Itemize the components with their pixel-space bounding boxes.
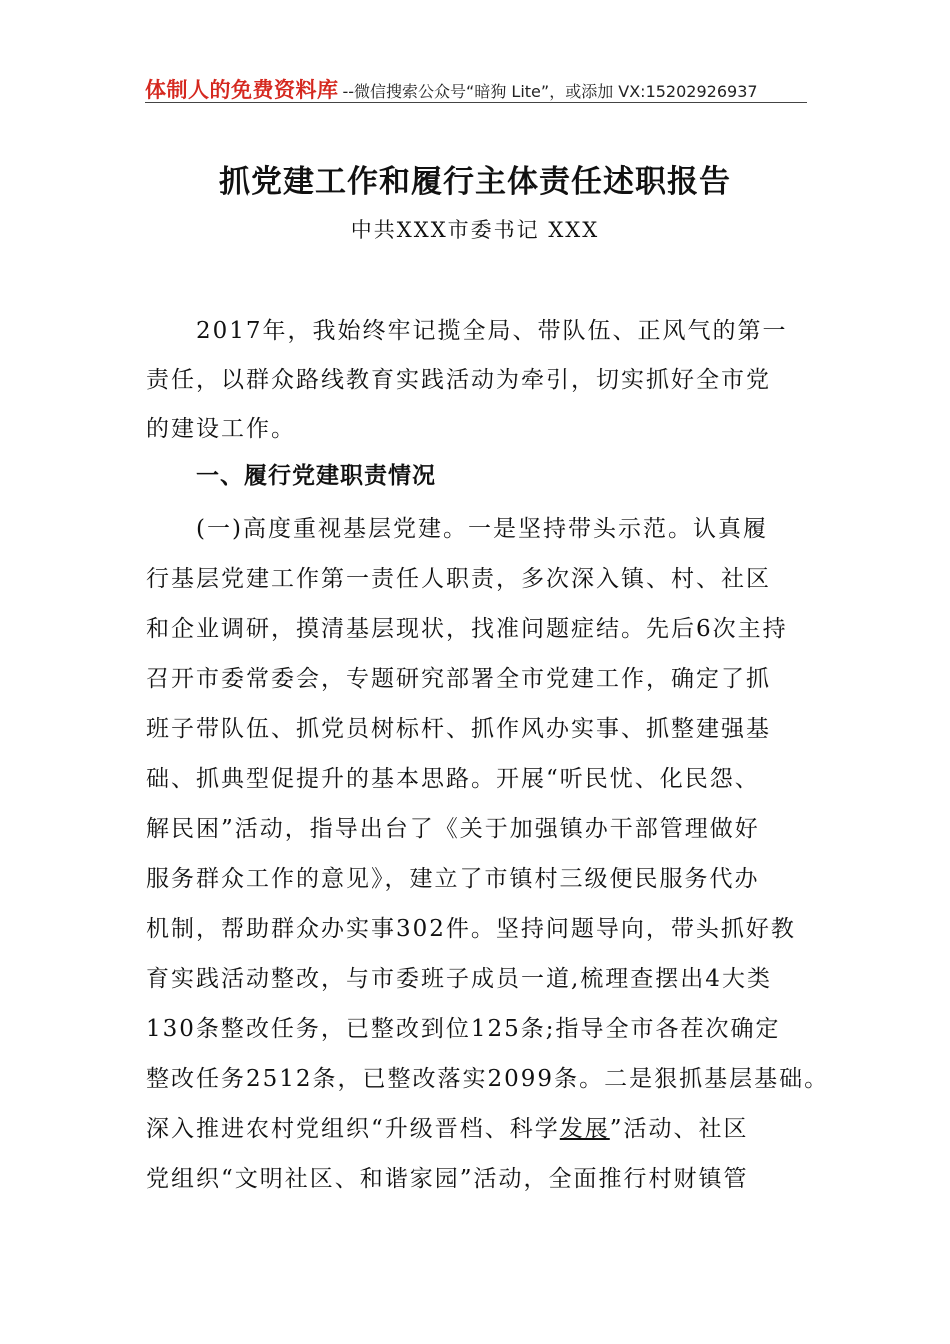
- line-segment: ”活动、社区: [609, 1116, 749, 1142]
- document-title: 抓党建工作和履行主体责任述职报告: [219, 164, 731, 200]
- body-line: 党组织“文明社区、和谐家园”活动，全面推行村财镇管: [146, 1166, 749, 1192]
- underlined-word: 发展: [559, 1116, 610, 1142]
- body-line: 育实践活动整改，与市委班子成员一道,梳理查摆出4大类: [146, 966, 772, 992]
- body-line: 服务群众工作的意见》，建立了市镇村三级便民服务代办: [146, 866, 760, 892]
- body-line: 召开市委常委会，专题研究部署全市党建工作，确定了抓: [146, 666, 771, 692]
- header-note: --微信搜索公众号“暗狗 Lite”，或添加 VX:15202926937: [342, 82, 758, 101]
- intro-line: 的建设工作。: [146, 416, 296, 442]
- body-line: 础、抓典型促提升的基本思路。开展“听民忧、化民怨、: [146, 766, 760, 792]
- section-heading: 一、履行党建职责情况: [196, 463, 436, 489]
- body-line: (一)高度重视基层党建。一是坚持带头示范。认真履: [196, 516, 768, 542]
- header-divider: [145, 102, 807, 103]
- body-line-with-underline: [146, 1110, 749, 1150]
- header-brand: 体制人的免费资料库: [145, 78, 339, 102]
- body-line: 和企业调研，摸清基层现状，找准问题症结。先后6次主持: [146, 616, 788, 642]
- document-subtitle: 中共XXX市委书记 XXX: [350, 218, 600, 242]
- watermark-header: [145, 74, 807, 102]
- body-line: 机制，帮助群众办实事302件。坚持问题导向，带头抓好教: [146, 916, 796, 942]
- intro-line: 责任，以群众路线教育实践活动为牵引，切实抓好全市党: [146, 367, 771, 393]
- line-segment: 深入推进农村党组织“升级晋档、科学: [146, 1116, 560, 1142]
- body-line: 130条整改任务，已整改到位125条;指导全市各茬次确定: [146, 1016, 781, 1042]
- body-line: 班子带队伍、抓党员树标杆、抓作风办实事、抓整建强基: [146, 716, 771, 742]
- body-line: 解民困”活动，指导出台了《关于加强镇办干部管理做好: [146, 816, 760, 842]
- body-line: 行基层党建工作第一责任人职责，多次深入镇、村、社区: [146, 566, 771, 592]
- body-line: 整改任务2512条，已整改落实2099条。二是狠抓基层基础。: [146, 1066, 830, 1092]
- intro-line: 2017年，我始终牢记揽全局、带队伍、正风气的第一: [196, 318, 788, 344]
